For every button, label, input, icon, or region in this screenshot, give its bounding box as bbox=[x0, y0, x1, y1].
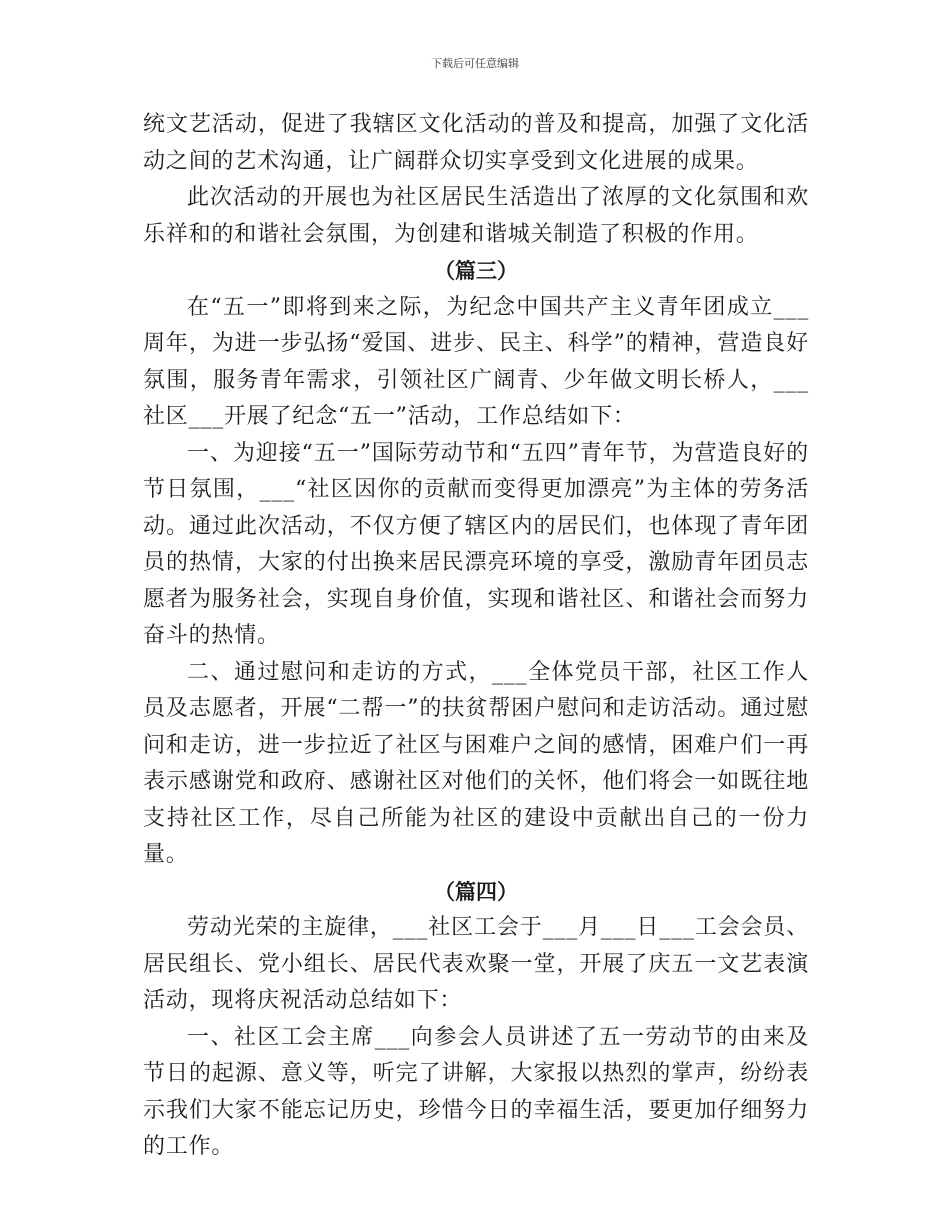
section-heading-3: （篇三） bbox=[434, 259, 518, 283]
paragraph: 劳动光荣的主旋律，___社区工会于___月___日___工会会员、居民组长、党小组长、居民代表欢聚一堂，开展了庆五一文艺表演活动，现将庆祝活动总结如下： bbox=[143, 915, 809, 1013]
paragraph: 此次活动的开展也为社区居民生活造出了浓厚的文化氛围和欢乐祥和的和谐社会氛围，为创建和谐城关制造了积极的作用。 bbox=[143, 185, 809, 247]
paragraph-continued: 统文艺活动，促进了我辖区文化活动的普及和提高，加强了文化活动之间的艺术沟通，让广阔群众切实享受到文化进展的成果。 bbox=[143, 112, 809, 174]
paragraph: 二、通过慰问和走访的方式，___全体党员干部，社区工作人员及志愿者，开展“二帮一”的扶贫帮困户慰问和走访活动。通过慰问和走访，进一步拉近了社区与困难户之间的感情，困难户们一再表示感谢党和政府、感谢社区对他们的关怀，他们将会一如既往地支持社区工作，尽自己所能为社区的建设中贡献出自己的一份力量。 bbox=[143, 659, 809, 867]
page-header: 下载后可任意编辑 bbox=[431, 57, 519, 70]
document-body bbox=[143, 107, 809, 1166]
paragraph: 一、社区工会主席___向参会人员讲述了五一劳动节的由来及节日的起源、意义等，听完了讲解，大家报以热烈的掌声，纷纷表示我们大家不能忘记历史，珍惜今日的幸福生活，要更加仔细努力的工作。 bbox=[143, 1024, 809, 1159]
paragraph: 在“五一”即将到来之际，为纪念中国共产主义青年团成立___周年，为进一步弘扬“爱国、进步、民主、科学”的精神，营造良好氛围，服务青年需求，引领社区广阔青、少年做文明长桥人，___社区___开展了纪念“五一”活动，工作总结如下： bbox=[143, 294, 809, 429]
section-heading-4: （篇四） bbox=[434, 879, 518, 904]
paragraph: 一、为迎接“五一”国际劳动节和“五四”青年节，为营造良好的节日氛围，___“社区因你的贡献而变得更加漂亮”为主体的劳务活动。通过此次活动，不仅方便了辖区内的居民们，也体现了青年团员的热情，大家的付出换来居民漂亮环境的享受，激励青年团员志愿者为服务社会，实现自身价值，实现和谐社区、和谐社会而努力奋斗的热情。 bbox=[143, 440, 809, 648]
